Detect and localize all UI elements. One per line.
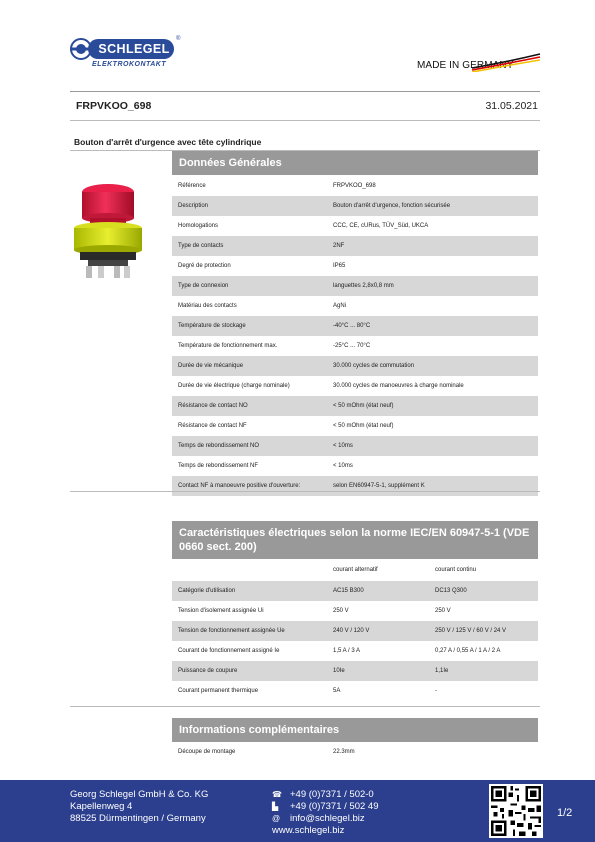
general-data-table <box>172 176 538 496</box>
row-label: Description <box>178 203 209 209</box>
footer-web[interactable]: www.schlegel.biz <box>272 825 345 836</box>
footer-street: Kapellenweg 4 <box>70 801 133 812</box>
electrical-heading: Caractéristiques électriques selon la norme IEC/EN 60947-5-1 (VDE 0660 sect. 200) <box>172 521 538 559</box>
qr-code-icon <box>489 784 543 838</box>
table-row <box>172 356 538 376</box>
table-row <box>172 196 538 216</box>
row-value: FRPVKOO_698 <box>333 183 376 189</box>
table-row <box>172 316 538 336</box>
footer <box>0 780 595 842</box>
german-flag-swoosh-icon <box>470 52 542 72</box>
table-row <box>172 456 538 476</box>
row-value: -40°C ... 80°C <box>333 323 371 329</box>
row-label: Résistance de contact NO <box>178 403 248 409</box>
electrical-column-header <box>172 559 538 581</box>
table-row <box>172 416 538 436</box>
footer-address <box>70 789 208 825</box>
schlegel-logo <box>70 38 180 72</box>
table-row <box>172 396 538 416</box>
table-row <box>172 681 538 701</box>
row-label: Découpe de montage <box>178 749 236 755</box>
table-row <box>172 296 538 316</box>
table-row <box>172 661 538 681</box>
row-label: Type de contacts <box>178 243 224 249</box>
footer-contact <box>272 789 378 837</box>
additional-table <box>172 742 538 762</box>
electrical-section <box>172 521 538 701</box>
row-label: Type de connexion <box>178 283 229 289</box>
electrical-table <box>172 581 538 701</box>
row-ac-value: 10Ie <box>333 668 345 674</box>
row-value: CCC, CE, cURus, TÜV_Süd, UKCA <box>333 223 429 229</box>
row-label: Température de fonctionnement max. <box>178 343 278 349</box>
table-row <box>172 601 538 621</box>
code-divider <box>70 120 540 121</box>
general-data-heading: Données Générales <box>172 151 538 175</box>
row-label: Temps de rebondissement NF <box>178 463 259 469</box>
row-value: < 10ms <box>333 443 353 449</box>
table-row <box>172 641 538 661</box>
fax-icon: ▙ <box>272 802 279 811</box>
row-label: Homologations <box>178 223 219 229</box>
row-ac-value: 1,5 A / 3 A <box>333 648 361 654</box>
col-ac-header: courant alternatif <box>333 567 378 573</box>
table-row <box>172 476 538 496</box>
row-value: 30.000 cycles de manoeuvres à charge nominale <box>333 383 464 389</box>
row-label: Matériau des contacts <box>178 303 237 309</box>
table-row <box>172 581 538 601</box>
table-row <box>172 336 538 356</box>
col-dc-header: courant continu <box>435 567 477 573</box>
row-dc-value: 1,1Ie <box>435 668 449 674</box>
row-value: Bouton d'arrêt d'urgence, fonction sécurisée <box>333 203 451 209</box>
row-label: Courant de fonctionnement assigné Ie <box>178 648 280 654</box>
row-value: 2NF <box>333 243 345 249</box>
email-icon: @ <box>272 814 281 823</box>
row-label: Puissance de coupure <box>178 668 238 674</box>
row-dc-value: 250 V / 125 V / 60 V / 24 V <box>435 628 507 634</box>
footer-fax: +49 (0)7371 / 502 49 <box>290 801 379 812</box>
table-row <box>172 216 538 236</box>
row-label: Tension d'isolement assignée Ui <box>178 608 264 614</box>
logo-subtitle: ELEKTROKONTAKT <box>92 61 167 68</box>
product-title: Bouton d'arrêt d'urgence avec tête cylindrique <box>74 137 262 147</box>
row-label: Temps de rebondissement NO <box>178 443 260 449</box>
additional-heading: Informations complémentaires <box>172 718 538 742</box>
footer-email[interactable]: info@schlegel.biz <box>290 813 365 824</box>
row-dc-value: - <box>435 688 437 694</box>
row-dc-value: 250 V <box>435 608 451 614</box>
row-value: -25°C ... 70°C <box>333 343 371 349</box>
table-row <box>172 236 538 256</box>
row-label: Tension de fonctionnement assignée Ue <box>178 628 285 634</box>
table-row <box>172 621 538 641</box>
row-value: < 50 mOhm (état neuf) <box>333 423 394 429</box>
table-row <box>172 742 538 762</box>
footer-company: Georg Schlegel GmbH & Co. KG <box>70 789 209 800</box>
table-row <box>172 256 538 276</box>
row-value: 22.3mm <box>333 749 355 755</box>
footer-phone[interactable]: +49 (0)7371 / 502-0 <box>290 789 374 800</box>
section-divider <box>70 491 540 492</box>
logo-registered-mark: ® <box>176 36 181 42</box>
additional-section <box>172 718 538 762</box>
row-label: Température de stockage <box>178 323 246 329</box>
row-ac-value: 240 V / 120 V <box>333 628 370 634</box>
row-value: IP65 <box>333 263 346 269</box>
row-ac-value: AC15 B300 <box>333 588 364 594</box>
page-number: 1/2 <box>557 807 573 819</box>
row-value: < 10ms <box>333 463 353 469</box>
row-ac-value: 250 V <box>333 608 349 614</box>
row-ac-value: 5A <box>333 688 341 694</box>
row-value: < 50 mOhm (état neuf) <box>333 403 394 409</box>
product-code: FRPVKOO_698 <box>76 100 152 112</box>
footer-city: 88525 Dürmentingen / Germany <box>70 813 206 824</box>
row-label: Catégorie d'utilisation <box>178 588 236 594</box>
row-dc-value: 0,27 A / 0,55 A / 1 A / 2 A <box>435 648 501 654</box>
row-label: Durée de vie mécanique <box>178 363 244 369</box>
header-divider <box>70 91 540 92</box>
row-label: Référence <box>178 183 206 189</box>
table-row <box>172 276 538 296</box>
table-row <box>172 436 538 456</box>
section-divider <box>70 706 540 707</box>
row-value: 30.000 cycles de commutation <box>333 363 415 369</box>
made-in-label: MADE IN GERMANY <box>417 60 514 71</box>
row-value: selon EN60947-5-1, supplément K <box>333 483 425 489</box>
row-value: languettes 2,8x0,8 mm <box>333 283 394 289</box>
row-label: Résistance de contact NF <box>178 423 247 429</box>
general-data-section <box>172 151 538 496</box>
logo-wordmark: SCHLEGEL <box>88 39 174 59</box>
row-label: Durée de vie électrique (charge nominale) <box>178 383 290 389</box>
row-dc-value: DC13 Q300 <box>435 588 467 594</box>
row-label: Contact NF à manoeuvre positive d'ouverture: <box>178 483 301 489</box>
product-photo <box>68 178 148 282</box>
document-date: 31.05.2021 <box>485 100 538 112</box>
row-value: AgNi <box>333 303 347 309</box>
phone-icon: ☎ <box>272 790 282 799</box>
row-label: Degré de protection <box>178 263 231 269</box>
table-row <box>172 176 538 196</box>
table-row <box>172 376 538 396</box>
row-label: Courant permanent thermique <box>178 688 259 694</box>
